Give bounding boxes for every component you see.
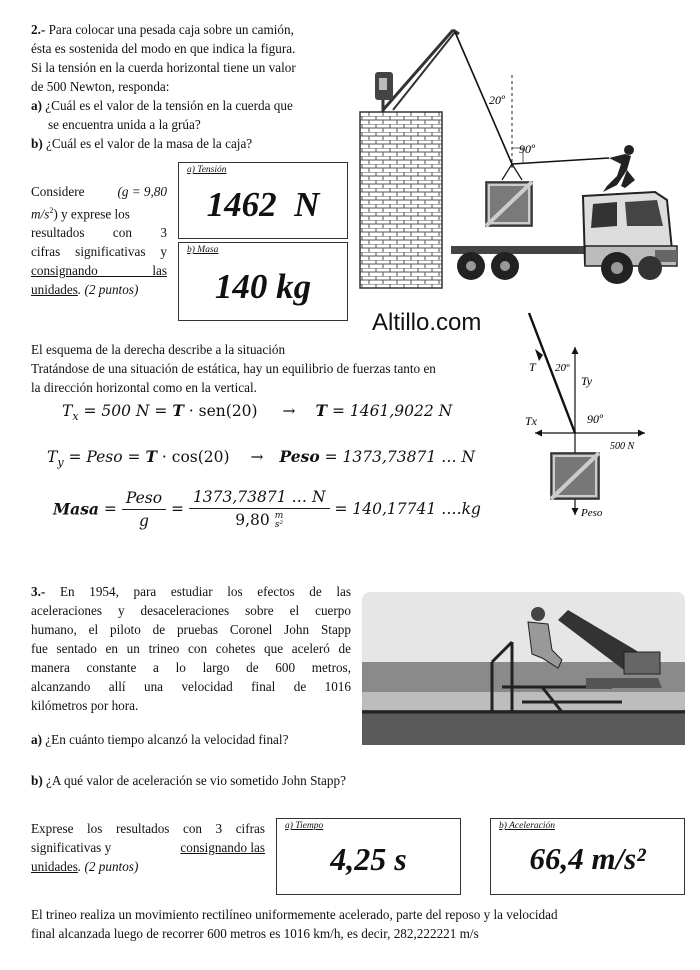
intro-line: de 500 Newton, responda: [31,79,170,94]
explain-line: la dirección horizontal como en la vertical. [31,380,257,395]
eq-symbol: T [47,448,58,466]
eq-symbol: Masa [53,499,99,519]
eq-part: = Peso = [63,448,146,466]
final-line: final alcanzada luego de recorrer 600 metros es 1016 km/h, es decir, 282,222221 m/s [31,926,479,941]
problem-line: humano, el piloto de pruebas Coronel John Stapp [31,622,351,637]
eq-result: = 140,17741 ….kg [334,500,481,518]
angle-90-label: 90º [519,142,535,156]
question-b: ¿Cuál es el valor de la masa de la caja? [46,136,253,151]
problem-number: 3.- [31,584,46,599]
question-a: ¿Cuál es el valor de la tensión en la cuerda que [45,98,293,113]
eq-part: · sen(20) [183,402,258,420]
label-T: T [529,360,536,374]
eq-symbol: T [172,401,184,420]
answer-box-tension [178,162,348,239]
watermark: Altillo.com [372,309,482,336]
eq-symbol: x [72,410,79,424]
equation-tx [62,401,452,423]
question-a: ¿En cuánto tiempo alcanzó la velocidad final? [45,732,289,747]
consider-text: resultados con 3 [31,225,167,241]
question-label: a) [31,98,42,113]
box-label: a) Tiempo [285,821,324,831]
diagram-crate [551,453,599,499]
g-expression: (g = 9,80 [117,184,167,199]
express-text: significativas y [31,840,112,855]
express-note [31,819,265,876]
label-angle-20: 20º [555,362,570,374]
eq-part: · cos(20) [156,448,230,466]
tension-answer: 1462 N [206,185,320,224]
consider-text: ) y exprese los [53,206,130,222]
explain-line: Tratándose de una situación de estática, hay un equilibrio de fuerzas tanto en [31,361,436,376]
consider-word: Considere [31,184,85,199]
express-text: consignando las [180,840,265,855]
eq-arrow: → [250,448,264,466]
box-label: a) Tensión [187,165,227,175]
crane [383,30,459,112]
eq-arrow: → [282,402,296,420]
problem-2-intro [31,20,351,153]
force-diagram [515,305,655,520]
question-label: b) [31,773,43,788]
answer-box-acceleration [490,818,685,895]
problem-line: fue sentado en un trineo con cohetes que aceleró de [31,641,351,656]
problem-number: 2.- [31,22,46,37]
consider-points: . (2 puntos) [77,282,139,298]
intro-line: Para colocar una pesada caja sobre un camión, [48,22,294,37]
mass-answer: 140 kg [214,267,312,306]
express-points: . (2 puntos) [77,859,139,874]
final-line: El trineo realiza un movimiento rectilíneo uniformemente acelerado, parte del reposo y la velocidad [31,907,558,922]
box-label: b) Aceleración [499,821,556,831]
label-Tx: Tx [525,414,537,428]
eq-part: g [138,511,149,530]
label-peso: Peso [581,507,603,519]
question-a-cont: se encuentra unida a la grúa? [48,117,201,132]
final-explanation [31,905,676,943]
eq-part: 9,80 [235,511,270,529]
problem-line: kilómetros por hora. [31,698,139,713]
label-Ty: Ty [581,374,593,388]
answer-box-time [276,818,461,895]
equation-mass [53,488,481,530]
eq-symbol: T [62,402,73,420]
man-pulling-rope [603,145,635,192]
eq-part: 1373,73871 … N [189,488,330,509]
eq-result: = 1373,73871 … N [319,448,476,466]
consider-text: cifras significativas y [31,244,167,260]
crate [486,182,532,226]
fraction-values: 1373,73871 … N 9,80 m s² [189,488,330,530]
equation-ty [47,447,475,469]
eq-symbol: T [145,447,157,466]
label-angle-90: 90º [587,412,603,426]
consider-text: unidades [31,282,78,298]
problem-3-questions [31,730,451,790]
box-label: b) Masa [187,245,219,255]
question-label: a) [31,732,42,747]
question-label: b) [31,136,43,151]
eq-part: = [171,500,184,518]
problem-3-text [31,582,351,715]
eq-part: Peso [122,489,166,510]
angle-20-label: 20º [489,93,505,107]
consider-text: consignando las [31,263,167,279]
g-units: m/s [31,206,50,222]
eq-symbol: Peso [279,447,320,466]
express-text: Exprese los resultados con 3 cifras [31,821,265,836]
crane-truck-figure [355,20,695,300]
truck [451,192,677,284]
problem-line: alcanzando allí una velocidad final de 1016 [31,679,351,694]
problem-line: manera constante a lo largo de 600 metros, [31,660,351,675]
problem-line: aceleraciones y desaceleraciones sobre el cuerpo [31,603,351,618]
rocket-sled-photo [362,592,685,745]
eq-symbol: T [315,401,328,420]
label-500N: 500 N [610,441,635,452]
eq-part: = 500 N = [78,402,173,420]
fraction-peso-g [122,489,166,530]
question-b: ¿A qué valor de aceleración se vio sometido John Stapp? [46,773,346,788]
explanation [31,340,511,397]
answer-box-mass [178,242,348,321]
explain-line: El esquema de la derecha describe a la situación [31,342,286,357]
intro-line: ésta es sostenida del modo en que indica la figura. [31,41,296,56]
eq-part: = [103,500,117,518]
express-text: unidades [31,859,78,874]
acceleration-answer: 66,4 m/s² [529,841,646,876]
eq-symbol: y [57,456,64,470]
intro-line: Si la tensión en la cuerda horizontal tiene un valor [31,60,296,75]
consider-note: Considere (g = 9,80 $m/s^2$) y exprese los resultados con 3 cifras significativas y consignando las unidades. (2 puntos) [31,184,167,298]
brick-wall [360,112,442,288]
horizontal-rope [512,158,609,164]
problem-line: En 1954, para estudiar los efectos de las [59,584,351,599]
time-answer: 4,25 s [330,841,407,877]
eq-result: = 1461,9022 N [327,402,453,420]
